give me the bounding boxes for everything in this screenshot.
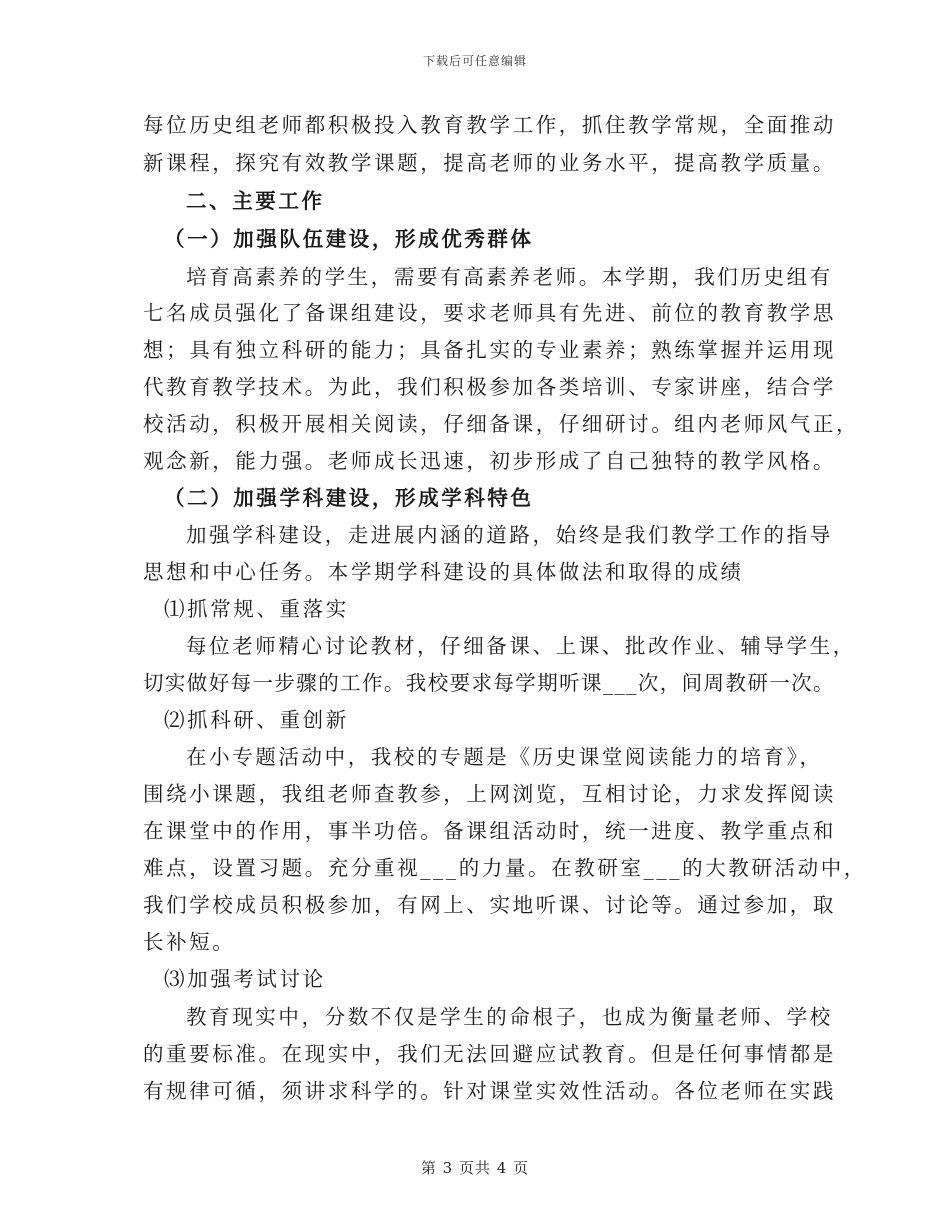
body-line-6: 七名成员强化了备课组建设，要求老师具有先进、前位的教育教学思 <box>143 301 836 325</box>
body-line-23: 长补短。 <box>143 930 236 954</box>
body-line-21: 难点，设置习题。充分重视___的力量。在教研室___的大教研活动中， <box>143 856 867 880</box>
body-line-2: 新课程，探究有效教学课题，提高老师的业务水平，提高教学质量。 <box>143 151 836 175</box>
body-line-15: 每位老师精心讨论教材，仔细备课、上课、批改作业、辅导学生， <box>186 634 856 658</box>
body-line-16: 切实做好每一步骤的工作。我校要求每学期听课___次，间周教研一次。 <box>143 671 835 695</box>
subsection-heading-2: （二）加强学科建设，形成学科特色 <box>164 486 534 510</box>
body-line-1: 每位历史组老师都积极投入教育教学工作，抓住教学常规，全面推动 <box>143 113 836 137</box>
body-line-26: 的重要标准。在现实中，我们无法回避应试教育。但是任何事情都是 <box>143 1042 836 1066</box>
body-line-8: 代教育教学技术。为此，我们积极参加各类培训、专家讲座，结合学 <box>143 375 836 399</box>
body-line-10: 观念新，能力强。老师成长迅速，初步形成了自己独特的教学风格。 <box>143 449 836 473</box>
body-line-19: 围绕小课题，我组老师查教参，上网浏览，互相讨论，力求发挥阅读 <box>143 782 836 806</box>
body-line-9: 校活动，积极开展相关阅读，仔细备课，仔细研讨。组内老师风气正， <box>143 412 860 436</box>
body-line-18: 在小专题活动中，我校的专题是《历史课堂阅读能力的培育》， <box>186 745 823 769</box>
page-header: 下载后可任意编辑 <box>422 54 527 68</box>
section-heading: 二、主要工作 <box>186 189 325 213</box>
page-footer: 第 3 页共 4 页 <box>420 1159 530 1177</box>
subsection-heading-1: （一）加强队伍建设，形成优秀群体 <box>164 227 534 251</box>
body-line-22: 我们学校成员积极参加，有网上、实地听课、讨论等。通过参加，取 <box>143 893 836 917</box>
body-line-13: 思想和中心任务。本学期学科建设的具体做法和取得的成绩 <box>143 560 744 584</box>
body-line-20: 在课堂中的作用，事半功倍。备课组活动时，统一进度、教学重点和 <box>143 819 836 843</box>
item-heading-1: ⑴抓常规、重落实 <box>164 597 349 621</box>
body-line-12: 加强学科建设，走进展内涵的道路，始终是我们教学工作的指导 <box>186 523 833 547</box>
item-heading-2: ⑵抓科研、重创新 <box>164 708 349 732</box>
item-heading-3: ⑶加强考试讨论 <box>164 967 326 991</box>
body-line-25: 教育现实中，分数不仅是学生的命根子，也成为衡量老师、学校 <box>186 1005 833 1029</box>
body-line-27: 有规律可循，须讲求科学的。针对课堂实效性活动。各位老师在实践 <box>143 1079 836 1103</box>
body-line-7: 想；具有独立科研的能力；具备扎实的专业素养；熟练掌握并运用现 <box>143 338 836 362</box>
body-line-5: 培育高素养的学生，需要有高素养老师。本学期，我们历史组有 <box>186 265 833 289</box>
